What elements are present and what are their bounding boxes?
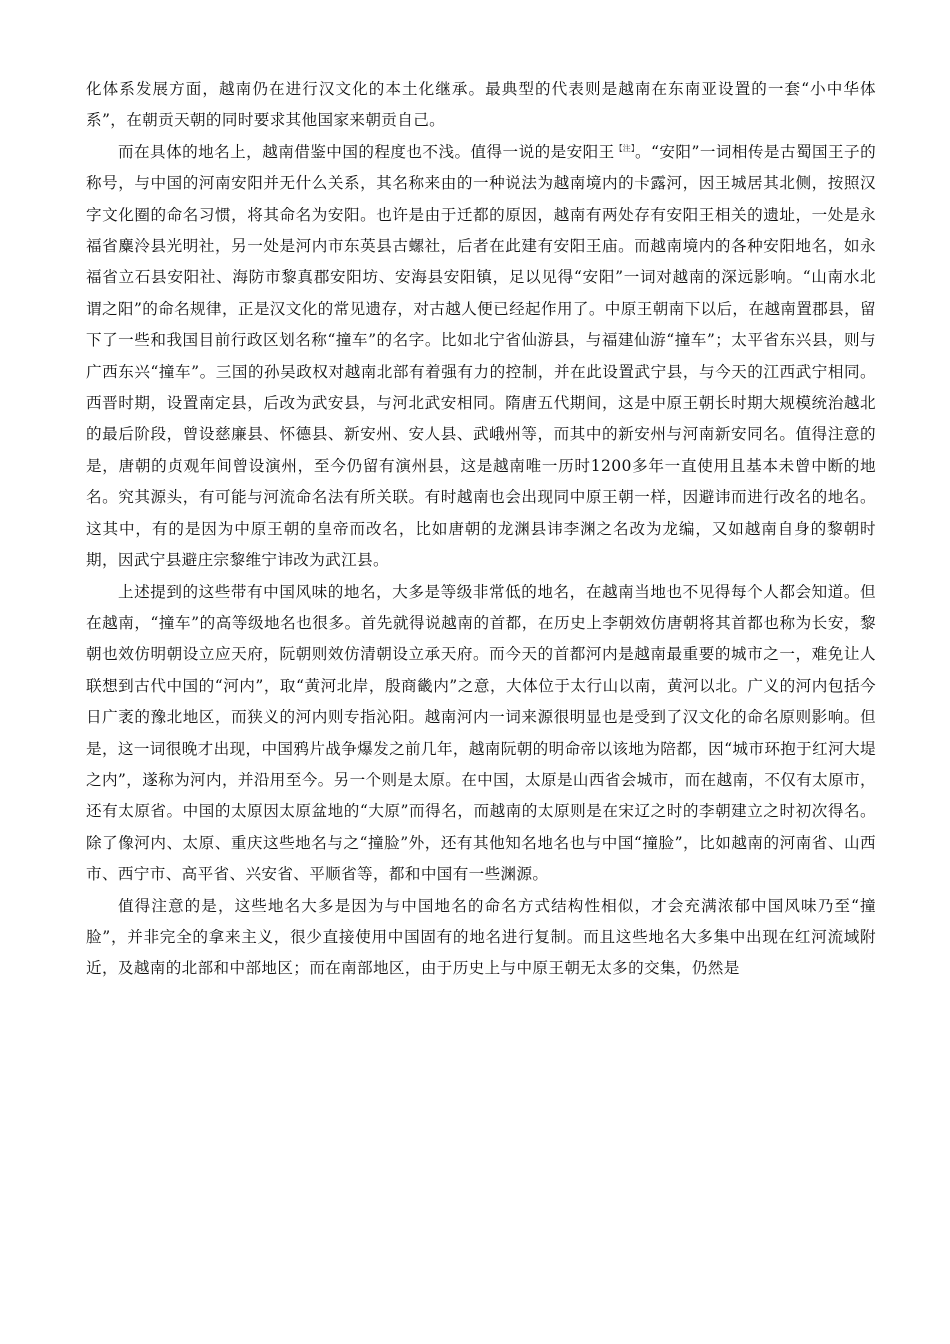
footnote-marker[interactable]: 【注】 bbox=[614, 143, 635, 153]
paragraph-1: 化体系发展方面，越南仍在进行汉文化的本土化继承。最典型的代表则是越南在东南亚设置的一套“小中华体系”，在朝贡天朝的同时要求其他国家来朝贡自己。 bbox=[86, 80, 876, 130]
paragraph-2 bbox=[86, 137, 876, 577]
paragraph-4: 值得注意的是，这些地名大多是因为与中国地名的命名方式结构性相似，才会充满浓郁中国风味乃至“撞脸”，并非完全的拿来主义，很少直接使用中国固有的地名进行复制。而且这些地名大多集中出现在红河流域附近，及越南的北部和中部地区；而在南部地区，由于历史上与中原王朝无太多的交集，仍然是 bbox=[86, 896, 876, 978]
paragraph-3: 上述提到的这些带有中国风味的地名，大多是等级非常低的地名，在越南当地也不见得每个人都会知道。但在越南，“撞车”的高等级地名也很多。首先就得说越南的首都，在历史上李朝效仿唐朝将其首都也称为长安，黎朝也效仿明朝设立应天府，阮朝则效仿清朝设立承天府。而今天的首都河内是越南最重要的城市之一，难免让人联想到古代中国的“河内”，取“黄河北岸，殷商畿内”之意，大体位于太行山以南，黄河以北。广义的河内包括今日广袤的豫北地区，而狭义的河内则专指沁阳。越南河内一词来源很明显也是受到了汉文化的命名原则影响。但是，这一词很晚才出现，中国鸦片战争爆发之前几年，越南阮朝的明命帝以该地为陪都，因“城市环抱于红河大堤之内”，遂称为河内，并沿用至今。另一个则是太原。在中国，太原是山西省会城市，而在越南，不仅有太原市，还有太原省。中国的太原因太原盆地的“大原”而得名，而越南的太原则是在宋辽之时的李朝建立之时初次得名。除了像河内、太原、重庆这些地名与之“撞脸”外，还有其他知名地名也与中国“撞脸”，比如越南的河南省、山西市、西宁市、高平省、兴安省、平顺省等，都和中国有一些渊源。 bbox=[86, 582, 876, 884]
paragraph-2-body: 。“安阳”一词相传是古蜀国王子的称号，与中国的河南安阳并无什么关系，其名称来由的一种说法为越南境内的卡露河，因王城居其北侧，按照汉字文化圈的命名习惯，将其命名为安阳。也许是由于迁都的原因，越南有两处存有安阳王相关的遗址，一处是永福省麋泠县光明社，另一处是河内市东英县古螺社，后者在此建有安阳王庙。而越南境内的各种安阳地名，如永福省立石县安阳社、海防市黎真郡安阳坊、安海县安阳镇，足以见得“安阳”一词对越南的深远影响。“山南水北谓之阳”的命名规律，正是汉文化的常见遗存，对古越人便已经起作用了。中原王朝南下以后，在越南置郡县，留下了一些和我国目前行政区划名称“撞车”的名字。比如北宁省仙游县，与福建仙游“撞车”；太平省东兴县，则与广西东兴“撞车”。三国的孙吴政权对越南北部有着强有力的控制，并在此设置武宁县，与今天的江西武宁相同。西晋时期，设置南定县，后改为武安县，与河北武安相同。隋唐五代期间，这是中原王朝长时期大规模统治越北的最后阶段，曾设慈廉县、怀德县、新安州、安人县、武峨州等，而其中的新安州与河南新安同名。值得注意的是，唐朝的贞观年间曾设演州，至今仍留有演州县，这是越南唯一历时1200多年一直使用且基本未曾中断的地名。究其源头，有可能与河流命名法有所关联。有时越南也会出现同中原王朝一样，因避讳而进行改名的地名。这其中，有的是因为中原王朝的皇帝而改名，比如唐朝的龙渊县讳李渊之名改为龙编，又如越南自身的黎朝时期，因武宁县避庄宗黎维宁讳改为武江县。 bbox=[86, 142, 877, 570]
paragraph-2-lead: 而在具体的地名上，越南借鉴中国的程度也不浅。值得一说的是安阳王 bbox=[118, 142, 615, 161]
